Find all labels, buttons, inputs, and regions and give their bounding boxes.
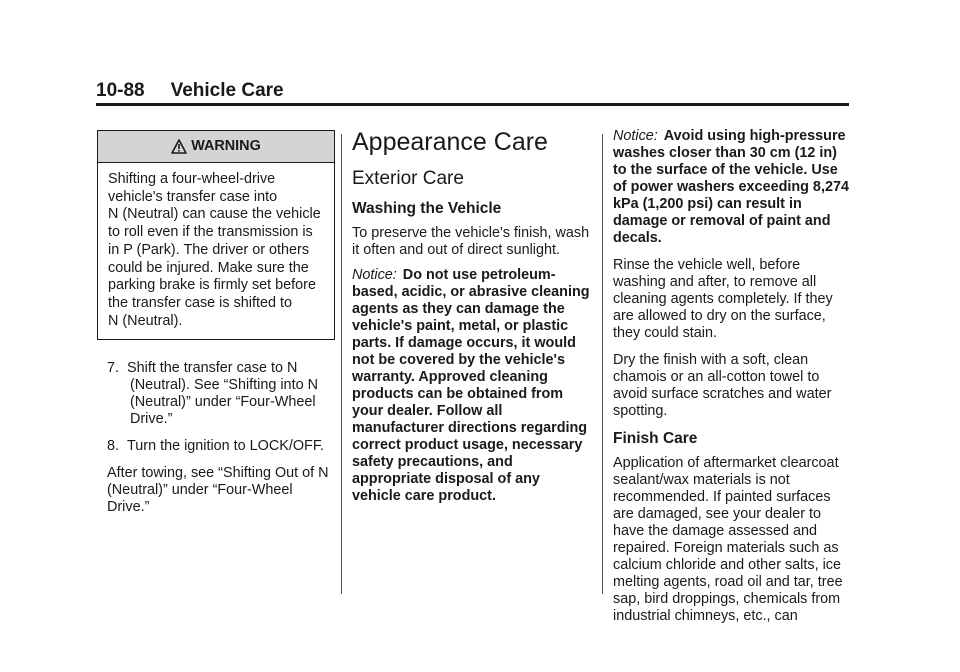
notice-text: Avoid using high-pressure washes closer than 30 cm (12 in) to the surface of the vehicle. Use of power washers exceeding 8,274 kPa (1,200 psi) can result in damage or removal of paint and decals. — [613, 128, 849, 246]
finish-care-text: Application of aftermarket clearcoat sealant/wax materials is not recommended. If painted surfaces are damaged, see your dealer to have the damage assessed and repaired. Foreign materials such as calcium chloride and other salts, ice melting agents, road oil and tar, tree sap, bird droppings, chemicals from industrial chimneys, etc., can — [613, 455, 843, 624]
washing-heading: Washing the Vehicle — [352, 200, 502, 217]
notice-label: Notice: — [613, 128, 658, 144]
exterior-care-heading: Exterior Care — [352, 168, 464, 189]
warning-line: vehicle's transfer case into — [108, 188, 278, 205]
warning-triangle-icon — [171, 139, 187, 154]
warning-body — [98, 163, 334, 339]
warning-line: could be injured. Make sure the — [108, 259, 309, 276]
warning-line: Shifting a four-wheel-drive — [108, 171, 276, 187]
after-towing-text: After towing, see “Shifting Out of N (Neutral)” under “Four-Wheel Drive.” — [107, 465, 329, 516]
step-item — [107, 360, 331, 428]
step-text: Turn the ignition to LOCK/OFF. — [127, 438, 325, 455]
column-left — [107, 130, 331, 516]
column-divider — [341, 134, 342, 594]
warning-title: WARNING — [191, 138, 261, 154]
notice-pressure-wash — [613, 128, 853, 247]
header-rule — [96, 103, 849, 106]
warning-line: in P (Park). The driver or others — [108, 241, 310, 258]
step-number: 8. — [107, 438, 120, 455]
notice-text: Do not use petroleum-based, acidic, or abrasive cleaning agents as they can damage the vehicle's paint, metal, or plastic parts. If damage occurs, it would not be covered by the vehicle's warranty. Approved cleaning products can be obtained from your dealer. Follow all manufacturer directions regarding correct product usage, necessary safety precautions, and appropriate disposal of any vehicle care product. — [352, 267, 590, 504]
step-item — [107, 438, 331, 455]
rinse-text: Rinse the vehicle well, before washing and after, to remove all cleaning agents completely. If they are allowed to dry on the surface, they could stain. — [613, 257, 833, 341]
warning-header — [98, 131, 334, 163]
warning-line: N (Neutral) can cause the vehicle — [108, 206, 321, 223]
step-number: 7. — [107, 360, 120, 377]
page-number: 10-88 — [96, 80, 145, 101]
warning-line: N (Neutral). — [108, 312, 183, 329]
warning-line: the transfer case is shifted to — [108, 294, 292, 311]
warning-line: parking brake is firmly set before — [108, 277, 316, 294]
notice-label: Notice: — [352, 267, 397, 283]
section-title: Vehicle Care — [170, 80, 284, 101]
notice-cleaning-agents — [352, 267, 592, 505]
warning-line: to roll even if the transmission is — [108, 224, 313, 241]
column-middle — [352, 128, 592, 513]
dry-text: Dry the finish with a soft, clean chamois or an all-cotton towel to avoid surface scratches and water spotting. — [613, 352, 832, 419]
finish-care-heading: Finish Care — [613, 430, 698, 447]
page-header — [96, 80, 284, 102]
column-divider — [602, 134, 603, 594]
column-right — [613, 128, 853, 635]
washing-intro: To preserve the vehicle's finish, wash it often and out of direct sunlight. — [352, 225, 590, 258]
warning-box — [97, 130, 335, 340]
appearance-care-heading: Appearance Care — [352, 128, 548, 156]
step-text: Shift the transfer case to N (Neutral). See “Shifting into N (Neutral)” under “Four-Wheel Drive.” — [127, 360, 318, 428]
